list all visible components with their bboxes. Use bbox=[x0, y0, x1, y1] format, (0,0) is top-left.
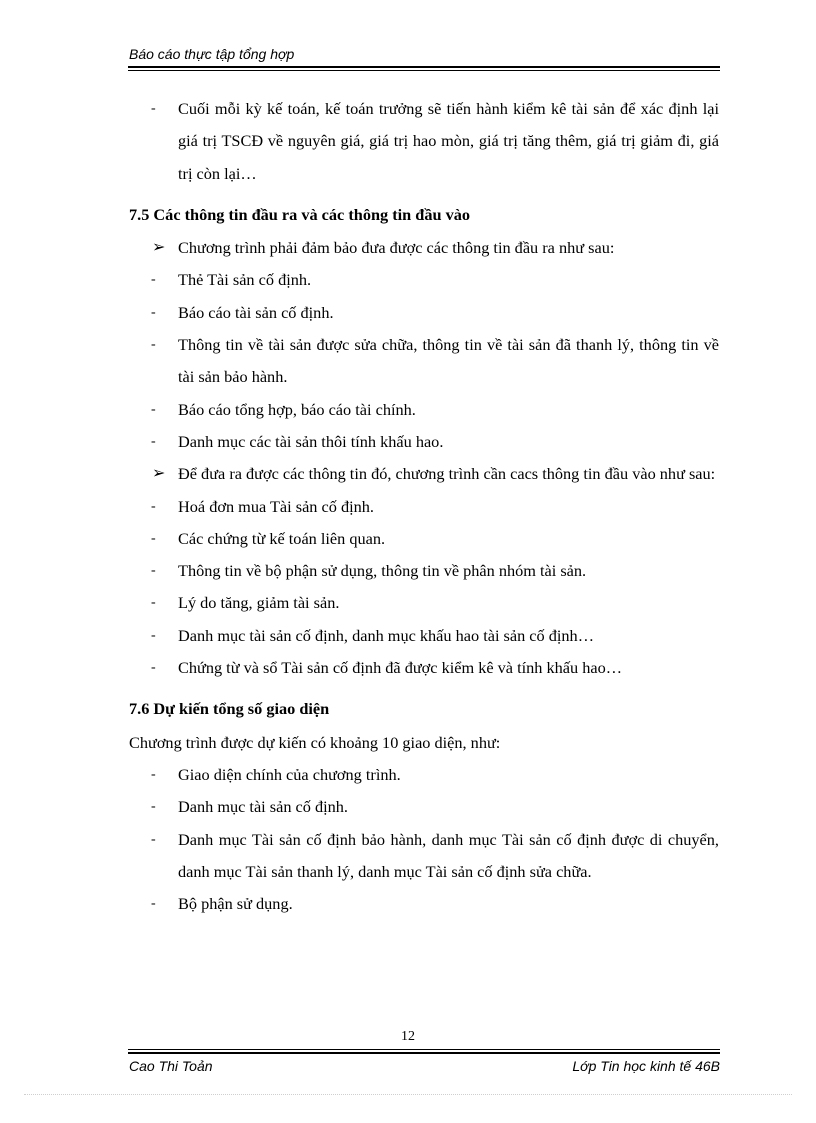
list-item-text: Báo cáo tổng hợp, báo cáo tài chính. bbox=[178, 399, 416, 419]
bullet-marker: - bbox=[151, 660, 156, 676]
list-item bbox=[129, 652, 719, 684]
list-item bbox=[129, 620, 719, 652]
arrow-item bbox=[129, 458, 719, 490]
bullet-marker: - bbox=[151, 595, 156, 611]
list-item bbox=[129, 264, 719, 296]
bullet-marker: - bbox=[151, 530, 156, 546]
bullet-marker: - bbox=[151, 304, 156, 320]
arrow-item bbox=[129, 232, 719, 264]
footer-rule-thin bbox=[128, 1049, 720, 1050]
list-item-text: Báo cáo tài sản cố định. bbox=[178, 302, 334, 322]
list-item-text: Danh mục tài sản cố định, danh mục khấu hao tài sản cố định… bbox=[178, 625, 594, 645]
bullet-marker: - bbox=[151, 101, 156, 116]
arrow-item-text: Chương trình phải đảm bảo đưa được các thông tin đầu ra như sau: bbox=[178, 238, 615, 258]
list-item-text: Thông tin về bộ phận sử dụng, thông tin về phân nhóm tài sản. bbox=[178, 561, 587, 581]
bullet-marker: - bbox=[151, 831, 156, 847]
list-item bbox=[129, 329, 719, 394]
bullet-marker: - bbox=[151, 337, 156, 353]
list-item-text: Bộ phận sử dụng. bbox=[178, 894, 293, 914]
footer-rule-thick bbox=[128, 1052, 720, 1054]
list-item-text: Hoá đơn mua Tài sản cố định. bbox=[178, 496, 374, 516]
list-item bbox=[129, 426, 719, 458]
list-item-text: Thông tin về tài sản được sửa chữa, thông tin về tài sản đã thanh lý, thông tin về tài sản bảo hành. bbox=[178, 335, 719, 387]
section-heading: 7.5 Các thông tin đầu ra và các thông tin đầu vào bbox=[129, 204, 471, 224]
list-item-text: Cuối mỗi kỳ kế toán, kế toán trưởng sẽ tiến hành kiểm kê tài sản để xác định lại giá trị TSCĐ về nguyên giá, giá trị hao mòn, giá trị tăng thêm, giá trị giảm đi, giá trị còn lại… bbox=[178, 99, 719, 183]
list-item bbox=[129, 587, 719, 619]
arrow-item-text: Để đưa ra được các thông tin đó, chương trình cần cacs thông tin đầu vào như sau: bbox=[178, 464, 716, 484]
list-item-text: Giao diện chính của chương trình. bbox=[178, 764, 401, 784]
page-body bbox=[129, 93, 719, 920]
arrow-bullet-icon: ➢ bbox=[152, 465, 166, 483]
list-item-text: Chứng từ và sổ Tài sản cố định đã được kiểm kê và tính khấu hao… bbox=[178, 658, 622, 678]
section-heading: 7.6 Dự kiến tổng số giao diện bbox=[129, 699, 330, 719]
list-item bbox=[129, 93, 719, 190]
list-item bbox=[129, 297, 719, 329]
bullet-marker: - bbox=[151, 563, 156, 579]
list-item bbox=[129, 394, 719, 426]
list-item bbox=[129, 759, 719, 791]
header-rule-thin bbox=[128, 70, 720, 71]
list-item bbox=[129, 555, 719, 587]
list-item-text: Danh mục các tài sản thôi tính khấu hao. bbox=[178, 431, 444, 451]
footer-author: Cao Thi Toản bbox=[129, 1058, 213, 1074]
list-item-text: Danh mục tài sản cố định. bbox=[178, 797, 349, 817]
list-item bbox=[129, 824, 719, 889]
list-item-text: Thẻ Tài sản cố định. bbox=[178, 270, 312, 290]
running-header-title: Báo cáo thực tập tổng hợp bbox=[129, 46, 295, 62]
bullet-marker: - bbox=[151, 799, 156, 815]
page-edge-divider bbox=[24, 1094, 792, 1095]
list-item-text: Các chứng từ kế toán liên quan. bbox=[178, 528, 386, 548]
list-item bbox=[129, 888, 719, 920]
page-number: 12 bbox=[401, 1029, 415, 1044]
list-item-text: Lý do tăng, giảm tài sản. bbox=[178, 593, 340, 613]
bullet-marker: - bbox=[151, 627, 156, 643]
arrow-bullet-icon: ➢ bbox=[152, 239, 166, 257]
bullet-marker: - bbox=[151, 498, 156, 514]
paragraph: Chương trình được dự kiến có khoảng 10 giao diện, như: bbox=[129, 732, 501, 752]
list-item bbox=[129, 523, 719, 555]
bullet-marker: - bbox=[151, 272, 156, 288]
list-item-text: Danh mục Tài sản cố định bảo hành, danh mục Tài sản cố định được di chuyển, danh mục Tài sản thanh lý, danh mục Tài sản cố định sửa chữa. bbox=[178, 829, 719, 881]
list-item bbox=[129, 491, 719, 523]
bullet-marker: - bbox=[151, 896, 156, 912]
bullet-marker: - bbox=[151, 401, 156, 417]
bullet-marker: - bbox=[151, 766, 156, 782]
header-rule-thick bbox=[128, 66, 720, 68]
bullet-marker: - bbox=[151, 433, 156, 449]
footer-class: Lớp Tin học kinh tế 46B bbox=[572, 1058, 720, 1074]
list-item bbox=[129, 791, 719, 823]
